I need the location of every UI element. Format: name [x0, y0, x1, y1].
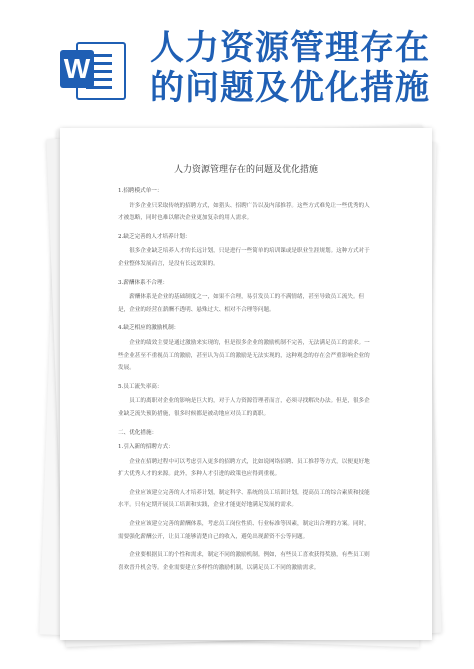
body-paragraph: 企业应该建立完善的人才培养计划，制定科学、系统的员工培训计划，提高员工的综合素质和技能水平。只有定期开展员工培训和实践，企业才能更好地满足发展的需求。 — [118, 489, 370, 509]
section-heading: 4.缺乏相应的激励机制： — [118, 325, 180, 332]
document-body — [60, 175, 432, 574]
body-paragraph: 企业要根据员工的个性和需求，制定不同的激励机制。例如，有些员工喜欢获得奖励，有些员工则喜欢晋升机会等。企业需要建立多样性的激励机制，以满足员工不同的激励需求。 — [118, 552, 370, 571]
section-heading: 2.缺乏完善的人才培养计划： — [118, 233, 191, 240]
section-heading: 二、优化措施： — [118, 429, 158, 436]
page-title-line-2: 的问题及优化措施 — [150, 68, 430, 108]
word-document-icon — [60, 40, 126, 98]
body-paragraph: 企业的绩效主要是通过激励来实现的，但是很多企业的激励机制不完善，无法满足员工的需求。一些企业甚至不重视员工的激励，甚至认为员工的激励是无法实现的，这种观念的存在会严重影响企业的发展。 — [118, 339, 370, 372]
body-paragraph: 企业应该建立完善的薪酬体系，考虑员工岗位性质、行业标准等因素，制定出合理的方案。同时，需要强化薪酬公开，让员工能够清楚自己的收入，避免出现薪资不公等问题。 — [118, 521, 370, 540]
section-heading: 5.员工流失率高： — [118, 383, 163, 390]
word-badge: W — [60, 50, 94, 88]
body-paragraph: 许多企业只采取传统的招聘方式，如猎头、招聘广告以及内部推荐。这些方式难免让一些优秀的人才被忽略，同时也难以解决企业更加复杂的用人需求。 — [118, 202, 370, 222]
section-heading: 1.招聘模式单一： — [118, 188, 163, 194]
page-title-line-1: 人力资源管理存在 — [150, 28, 430, 68]
document-page — [60, 128, 432, 640]
body-paragraph: 员工的离职对企业的影响是巨大的，对于人力资源管理者而言，必须寻找解决办法。但是，很多企业缺乏流失预防措施，很多时候都是被动地应对员工的离职。 — [118, 398, 370, 417]
section-heading: 3.薪酬体系不合理： — [118, 279, 169, 286]
body-paragraph: 企业在招聘过程中可以考虑引入更多的招聘方式，比如说网络招聘、员工推荐等方式，以便更好地扩大优秀人才的来源。此外，多种人才引进的政策也应得到重视。 — [118, 458, 370, 478]
body-paragraph: 薪酬体系是企业的基础制度之一，如果不合理，易引发员工的不满情绪，甚至导致员工流失。但是，企业的经营在薪酬不透明、悬殊过大、相对不合理等问题。 — [118, 294, 365, 313]
document-title: 人力资源管理存在的问题及优化措施 — [173, 165, 318, 175]
page-title — [150, 28, 470, 108]
body-paragraph: 很多企业缺乏培养人才的长远计划，只是进行一些简单的培训课或是职业生涯规划。这种方式对于企业整体发展而言，是没有长远效果的。 — [118, 248, 370, 267]
section-heading: 1.引入新的招聘方式： — [118, 444, 174, 451]
header-banner — [0, 0, 474, 118]
